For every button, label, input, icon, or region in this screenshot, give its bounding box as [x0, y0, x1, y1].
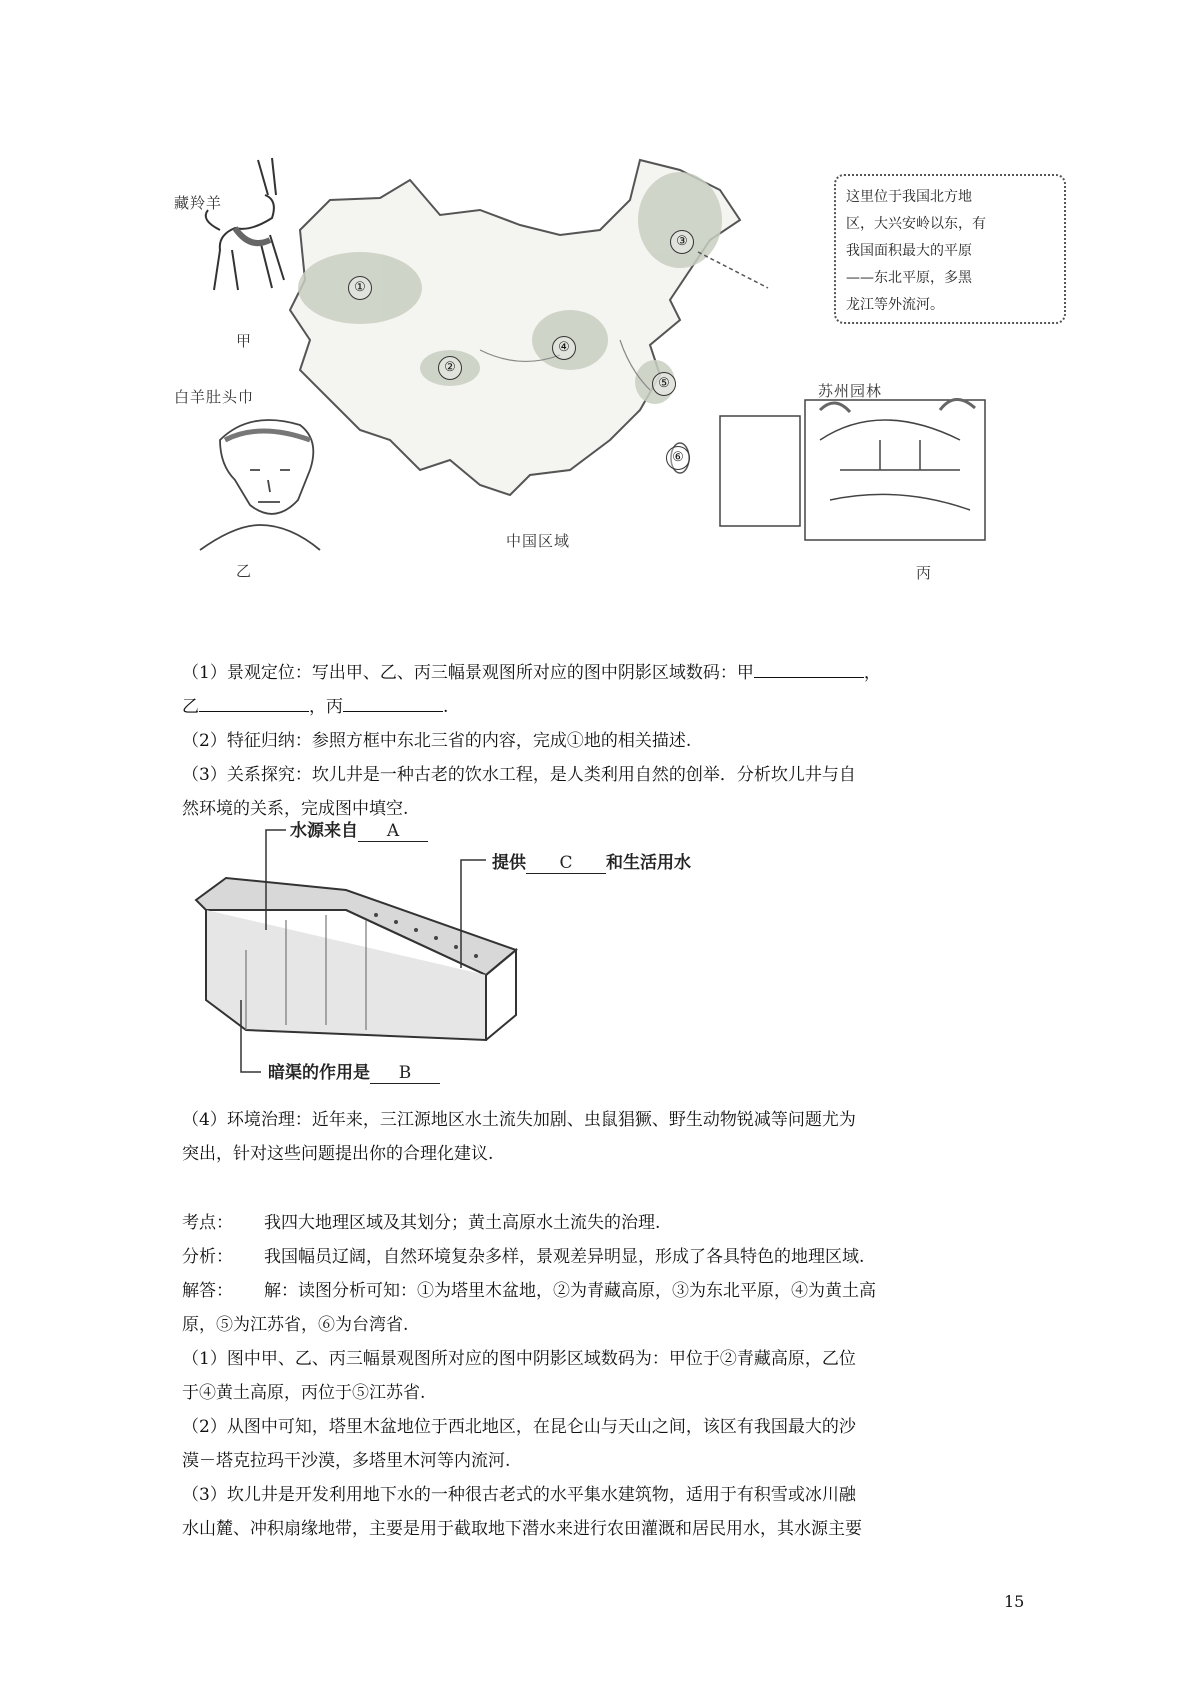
kaodian-key: 考点： — [182, 1213, 233, 1233]
answer-line: （2）从图中可知，塔里木盆地位于西北地区，在昆仑山与天山之间，该区有我国最大的沙 — [182, 1417, 856, 1437]
q1-end: . — [443, 697, 449, 717]
china-region-figure — [174, 140, 1100, 645]
callout-line: ——东北平原，多黑 — [846, 270, 972, 286]
fenxi-key: 分析： — [182, 1247, 233, 1267]
caption-bing: 丙 — [916, 564, 933, 582]
callout-line: 龙江等外流河。 — [846, 297, 944, 313]
jieda-value: 解：读图分析可知：①为塔里木盆地，②为青藏高原，③为东北平原，④为黄土高 — [264, 1281, 876, 1301]
question-1-cont — [182, 690, 1022, 724]
question-1 — [182, 656, 1022, 690]
label-c-pre: 提供 — [492, 853, 526, 873]
marker-4: ④ — [552, 336, 576, 360]
caption-bing-top: 苏州园林 — [818, 382, 883, 400]
answer-blank-yi[interactable] — [199, 691, 309, 712]
answer-blank-jia[interactable] — [754, 657, 864, 678]
jieda-row — [182, 1274, 1022, 1308]
answer-line: 原，⑤为江苏省，⑥为台湾省. — [182, 1315, 409, 1335]
karez-block-illustration — [186, 800, 806, 1090]
question-4-line2: 突出，针对这些问题提出你的合理化建议. — [182, 1144, 494, 1164]
answer-line: （3）坎儿井是开发利用地下水的一种很古老式的水平集水建筑物，适用于有积雪或冰川融 — [182, 1485, 856, 1505]
q1-yi: 乙 — [182, 697, 199, 717]
suzhou-garden-sketch — [720, 399, 985, 540]
answer-line: （1）图中甲、乙、丙三幅景观图所对应的图中阴影区域数码为：甲位于②青藏高原，乙位 — [182, 1349, 856, 1369]
answer-line: 于④黄土高原，丙位于⑤江苏省. — [182, 1383, 426, 1403]
caption-yi: 乙 — [236, 562, 253, 580]
page-number: 15 — [1004, 1592, 1025, 1611]
jieda-key: 解答： — [182, 1281, 233, 1301]
label-b-text: 暗渠的作用是 — [268, 1063, 370, 1083]
label-a-blank: A — [358, 821, 428, 842]
kaodian-row — [182, 1206, 1022, 1240]
callout-line: 我国面积最大的平原 — [846, 243, 972, 259]
caption-map: 中国区域 — [506, 532, 571, 550]
karez-label-b — [268, 1058, 440, 1084]
tibetan-antelope-sketch — [206, 158, 284, 290]
q1-bing: ，丙 — [309, 697, 343, 717]
caption-yi-top: 白羊肚头巾 — [174, 388, 255, 406]
marker-1: ① — [348, 276, 372, 300]
karez-label-a — [290, 816, 428, 842]
marker-3: ③ — [670, 230, 694, 254]
question-3-line1: （3）关系探究：坎儿井是一种古老的饮水工程，是人类利用自然的创举．分析坎儿井与自 — [182, 765, 856, 785]
northeast-callout-box — [834, 174, 1066, 324]
caption-jia-top: 藏羚羊 — [174, 194, 223, 212]
marker-6: ⑥ — [666, 446, 690, 470]
q1-comma: ， — [863, 663, 881, 683]
label-b-blank: B — [370, 1063, 440, 1084]
label-a-text: 水源来自 — [290, 821, 358, 841]
marker-5: ⑤ — [652, 372, 676, 396]
callout-line: 这里位于我国北方地 — [846, 189, 972, 205]
caption-jia: 甲 — [236, 332, 253, 350]
fenxi-row — [182, 1240, 1022, 1274]
karez-label-c — [492, 848, 691, 874]
question-4-line1: （4）环境治理：近年来，三江源地区水土流失加剧、虫鼠猖獗、野生动物锐减等问题尤为 — [182, 1110, 856, 1130]
callout-line: 区，大兴安岭以东，有 — [846, 216, 986, 232]
question-2: （2）特征归纳：参照方框中东北三省的内容，完成①地的相关描述. — [182, 731, 692, 751]
label-c-blank: C — [526, 853, 606, 874]
answer-blank-bing[interactable] — [343, 691, 443, 712]
kaodian-value: 我四大地理区域及其划分；黄土高原水土流失的治理. — [264, 1213, 661, 1233]
question-3-line2: 然环境的关系，完成图中填空. — [182, 799, 409, 819]
question-4 — [182, 1103, 1022, 1171]
q1-text: （1）景观定位：写出甲、乙、丙三幅景观图所对应的图中阴影区域数码：甲 — [182, 663, 754, 683]
label-c-post: 和生活用水 — [606, 853, 691, 873]
answer-line: 水山麓、冲积扇缘地带，主要是用于截取地下潜水来进行农田灌溉和居民用水，其水源主要 — [182, 1519, 862, 1539]
white-towel-man-sketch — [200, 420, 320, 550]
marker-2: ② — [438, 356, 462, 380]
karez-diagram — [186, 800, 806, 1090]
answer-line: 漠－塔克拉玛干沙漠，多塔里木河等内流河. — [182, 1451, 511, 1471]
answer-section — [182, 1206, 1022, 1546]
fenxi-value: 我国幅员辽阔，自然环境复杂多样，景观差异明显，形成了各具特色的地理区域. — [264, 1247, 865, 1267]
